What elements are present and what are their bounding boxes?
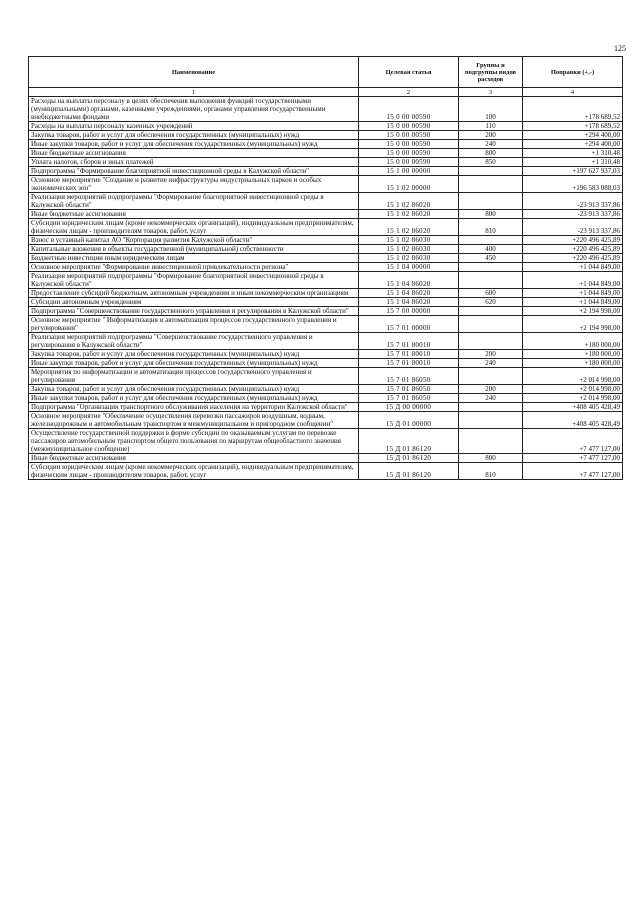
row-name-cell: Расходы на выплаты персоналу казенных учреждений xyxy=(29,122,359,131)
row-code-cell: 15 Д 01 00000 xyxy=(359,412,459,429)
row-group-cell xyxy=(459,429,523,454)
table-row xyxy=(29,131,623,140)
row-group-cell: 200 xyxy=(459,385,523,394)
row-group-cell: 800 xyxy=(459,210,523,219)
row-name-cell: Уплата налогов, сборов и иных платежей xyxy=(29,158,359,167)
row-group-cell xyxy=(459,403,523,412)
row-amount-cell: +1 044 849,00 xyxy=(523,263,623,272)
table-row xyxy=(29,122,623,131)
row-code-cell: 15 7 01 86050 xyxy=(359,385,459,394)
row-code-cell: 15 1 04 86020 xyxy=(359,298,459,307)
row-group-cell xyxy=(459,193,523,210)
table-row xyxy=(29,298,623,307)
table-row xyxy=(29,176,623,193)
row-amount-cell: +180 000,00 xyxy=(523,333,623,350)
row-amount-cell: +7 477 127,00 xyxy=(523,429,623,454)
row-code-cell: 15 1 04 00000 xyxy=(359,263,459,272)
row-code-cell: 15 1 02 00000 xyxy=(359,176,459,193)
table-row xyxy=(29,158,623,167)
row-code-cell: 15 1 02 86020 xyxy=(359,193,459,210)
row-group-cell: 620 xyxy=(459,298,523,307)
row-code-cell: 15 7 01 00000 xyxy=(359,316,459,333)
row-code-cell: 15 0 00 00590 xyxy=(359,149,459,158)
row-name-cell: Предоставление субсидий бюджетным, автономным учреждениям и иным некоммерческим организациям xyxy=(29,289,359,298)
row-name-cell: Закупка товаров, работ и услуг для обеспечения государственных (муниципальных) нужд xyxy=(29,385,359,394)
row-code-cell: 15 7 01 80010 xyxy=(359,333,459,350)
row-amount-cell: +1 044 849,00 xyxy=(523,272,623,289)
row-code-cell: 15 1 02 86020 xyxy=(359,210,459,219)
row-name-cell: Иные закупки товаров, работ и услуг для обеспечения государственных (муниципальных) нужд xyxy=(29,359,359,368)
row-group-cell xyxy=(459,236,523,245)
row-code-cell: 15 7 01 86050 xyxy=(359,394,459,403)
row-code-cell: 15 1 04 86020 xyxy=(359,272,459,289)
table-row xyxy=(29,350,623,359)
row-code-cell: 15 1 00 00000 xyxy=(359,167,459,176)
row-code-cell: 15 7 01 80010 xyxy=(359,350,459,359)
row-group-cell: 110 xyxy=(459,122,523,131)
row-group-cell: 850 xyxy=(459,158,523,167)
row-amount-cell: +178 689,52 xyxy=(523,97,623,122)
table-row xyxy=(29,149,623,158)
row-amount-cell: +1 044 849,00 xyxy=(523,289,623,298)
row-name-cell: Взнос в уставный капитал АО "Корпорация развития Калужской области" xyxy=(29,236,359,245)
row-amount-cell: +408 405 428,49 xyxy=(523,412,623,429)
row-name-cell: Мероприятия по информатизации и автоматизации процессов государственного управления и регулирования xyxy=(29,368,359,385)
row-group-cell xyxy=(459,412,523,429)
row-name-cell: Иные закупки товаров, работ и услуг для обеспечения государственных (муниципальных) нужд xyxy=(29,394,359,403)
row-name-cell: Иные закупки товаров, работ и услуг для обеспечения государственных (муниципальных) нужд xyxy=(29,140,359,149)
row-amount-cell: +7 477 127,00 xyxy=(523,454,623,463)
table-row xyxy=(29,140,623,149)
row-name-cell: Иные бюджетные ассигнования xyxy=(29,454,359,463)
row-name-cell: Капитальные вложения в объекты государственной (муниципальной) собственности xyxy=(29,245,359,254)
row-group-cell: 810 xyxy=(459,219,523,236)
row-amount-cell: +408 405 428,49 xyxy=(523,403,623,412)
row-code-cell: 15 7 00 00000 xyxy=(359,307,459,316)
table-body xyxy=(29,97,623,480)
row-group-cell xyxy=(459,167,523,176)
row-group-cell: 600 xyxy=(459,289,523,298)
table-row xyxy=(29,463,623,480)
row-code-cell: 15 0 00 00590 xyxy=(359,131,459,140)
row-code-cell: 15 1 04 86020 xyxy=(359,289,459,298)
row-amount-cell: -23 913 337,86 xyxy=(523,193,623,210)
row-name-cell: Подпрограмма "Совершенствование государственного управления и регулирования в Калужской области" xyxy=(29,307,359,316)
table-row xyxy=(29,272,623,289)
row-group-cell xyxy=(459,176,523,193)
row-group-cell: 240 xyxy=(459,140,523,149)
table-row xyxy=(29,394,623,403)
table-row xyxy=(29,97,623,122)
row-code-cell: 15 1 02 86020 xyxy=(359,219,459,236)
row-amount-cell: +220 496 425,89 xyxy=(523,254,623,263)
row-group-cell: 800 xyxy=(459,149,523,158)
row-name-cell: Реализация мероприятий подпрограммы "Формирование благоприятной инвестиционной среды в Калужской области" xyxy=(29,272,359,289)
table-row xyxy=(29,403,623,412)
row-amount-cell: +1 044 849,00 xyxy=(523,298,623,307)
row-group-cell xyxy=(459,307,523,316)
row-name-cell: Основное мероприятие "Обеспечение осуществления перевозки пассажиров воздушным, водным, железнодорожным и автомобильным транспортом в межмуниципальном и пригородном сообщении" xyxy=(29,412,359,429)
row-name-cell: Основное мероприятие "Формирование инвестиционной привлекательности региона" xyxy=(29,263,359,272)
row-code-cell: 15 Д 01 86120 xyxy=(359,454,459,463)
row-amount-cell: +220 496 425,89 xyxy=(523,245,623,254)
row-code-cell: 15 0 00 00590 xyxy=(359,122,459,131)
row-name-cell: Иные бюджетные ассигнования xyxy=(29,210,359,219)
row-code-cell: 15 1 02 86030 xyxy=(359,254,459,263)
table-header-row xyxy=(29,57,623,88)
row-group-cell: 240 xyxy=(459,359,523,368)
page-number: 125 xyxy=(614,44,626,53)
row-group-cell xyxy=(459,316,523,333)
table-row xyxy=(29,193,623,210)
row-code-cell: 15 1 02 86030 xyxy=(359,236,459,245)
row-group-cell xyxy=(459,263,523,272)
row-amount-cell: -23 913 337,86 xyxy=(523,219,623,236)
row-group-cell: 400 xyxy=(459,245,523,254)
table-row xyxy=(29,167,623,176)
row-code-cell: 15 Д 01 86120 xyxy=(359,463,459,480)
table-row xyxy=(29,429,623,454)
row-name-cell: Основное мероприятие " Информатизация и автоматизация процессов государственного управления и регулирования" xyxy=(29,316,359,333)
table-row xyxy=(29,210,623,219)
row-name-cell: Реализация мероприятий подпрограммы "Формирование благоприятной инвестиционной среды в Калужской области" xyxy=(29,193,359,210)
table-row xyxy=(29,245,623,254)
row-code-cell: 15 7 01 86050 xyxy=(359,368,459,385)
row-name-cell: Подпрограмма "Формирование благоприятной инвестиционной среды в Калужской области" xyxy=(29,167,359,176)
row-amount-cell: +2 194 998,00 xyxy=(523,316,623,333)
row-name-cell: Субсидии юридическим лицам (кроме некоммерческих организаций), индивидуальным предпринимателям, физическим лицам - производителям товаров, работ, услуг xyxy=(29,219,359,236)
row-name-cell: Субсидии юридическим лицам (кроме некоммерческих организаций), индивидуальным предпринимателям, физическим лицам - производителям товаров, работ, услуг xyxy=(29,463,359,480)
row-code-cell: 15 0 00 00590 xyxy=(359,97,459,122)
row-name-cell: Бюджетные инвестиции иным юридическим лицам xyxy=(29,254,359,263)
row-amount-cell: +1 310,48 xyxy=(523,158,623,167)
table-row xyxy=(29,333,623,350)
column-number: 2 xyxy=(359,88,459,97)
table-row xyxy=(29,368,623,385)
row-amount-cell: +2 014 998,00 xyxy=(523,394,623,403)
table-row xyxy=(29,316,623,333)
row-group-cell: 200 xyxy=(459,350,523,359)
row-amount-cell: +2 014 998,00 xyxy=(523,368,623,385)
row-amount-cell: +7 477 127,00 xyxy=(523,463,623,480)
row-amount-cell: +2 014 998,00 xyxy=(523,385,623,394)
header-amount: Поправки (+,-) xyxy=(523,57,623,88)
table-row xyxy=(29,254,623,263)
table-row xyxy=(29,236,623,245)
row-code-cell: 15 0 00 00590 xyxy=(359,158,459,167)
row-group-cell xyxy=(459,272,523,289)
row-amount-cell: +294 400,00 xyxy=(523,140,623,149)
row-name-cell: Субсидии автономным учреждениям xyxy=(29,298,359,307)
row-group-cell: 100 xyxy=(459,97,523,122)
row-amount-cell: +1 310,48 xyxy=(523,149,623,158)
row-name-cell: Основное мероприятие "Создание и развитие инфраструктуры индустриальных парков и особых экономических зон" xyxy=(29,176,359,193)
table-row xyxy=(29,359,623,368)
row-amount-cell: +294 400,00 xyxy=(523,131,623,140)
row-group-cell: 200 xyxy=(459,131,523,140)
row-group-cell: 800 xyxy=(459,454,523,463)
header-name: Наименование xyxy=(29,57,359,88)
row-amount-cell: +178 689,52 xyxy=(523,122,623,131)
row-name-cell: Закупка товаров, работ и услуг для обеспечения государственных (муниципальных) нужд xyxy=(29,131,359,140)
row-code-cell: 15 1 02 86030 xyxy=(359,245,459,254)
row-group-cell: 240 xyxy=(459,394,523,403)
column-number: 1 xyxy=(29,88,359,97)
table-row xyxy=(29,307,623,316)
budget-amendments-table xyxy=(28,56,623,480)
row-name-cell: Подпрограмма "Организация транспортного обслуживания населения на территории Калужской области" xyxy=(29,403,359,412)
row-name-cell: Закупка товаров, работ и услуг для обеспечения государственных (муниципальных) нужд xyxy=(29,350,359,359)
row-code-cell: 15 7 01 80010 xyxy=(359,359,459,368)
header-group: Группы и подгруппы видов расходов xyxy=(459,57,523,88)
table-row xyxy=(29,412,623,429)
row-amount-cell: +180 000,00 xyxy=(523,350,623,359)
row-name-cell: Реализация мероприятий подпрограммы "Совершенствование государственного управления и регулирования в Калужской области" xyxy=(29,333,359,350)
table-row xyxy=(29,263,623,272)
row-amount-cell: +196 583 088,03 xyxy=(523,176,623,193)
row-group-cell xyxy=(459,333,523,350)
table-row xyxy=(29,385,623,394)
row-group-cell: 810 xyxy=(459,463,523,480)
column-number-row xyxy=(29,88,623,97)
row-code-cell: 15 0 00 00590 xyxy=(359,140,459,149)
row-amount-cell: -23 913 337,86 xyxy=(523,210,623,219)
table-row xyxy=(29,289,623,298)
table-row xyxy=(29,454,623,463)
row-group-cell xyxy=(459,368,523,385)
row-code-cell: 15 Д 00 00000 xyxy=(359,403,459,412)
column-number: 4 xyxy=(523,88,623,97)
header-code: Целевая статья xyxy=(359,57,459,88)
row-amount-cell: +2 194 998,00 xyxy=(523,307,623,316)
table-row xyxy=(29,219,623,236)
row-amount-cell: +197 627 937,03 xyxy=(523,167,623,176)
row-name-cell: Иные бюджетные ассигнования xyxy=(29,149,359,158)
column-number: 3 xyxy=(459,88,523,97)
row-name-cell: Расходы на выплаты персоналу в целях обеспечения выполнения функций государственными (муниципальными) органами, казенными учреждениями, органами управления государственными внебюджетными фондами xyxy=(29,97,359,122)
row-code-cell: 15 Д 01 86120 xyxy=(359,429,459,454)
row-amount-cell: +180 000,00 xyxy=(523,359,623,368)
row-amount-cell: +220 496 425,89 xyxy=(523,236,623,245)
row-name-cell: Осуществление государственной поддержки в форме субсидии по оказываемым услугам по перевозке пассажиров автомобильным транспортом общего пользования по маршрутам общеобластного значения (межмуниципальное сообщение) xyxy=(29,429,359,454)
row-group-cell: 450 xyxy=(459,254,523,263)
